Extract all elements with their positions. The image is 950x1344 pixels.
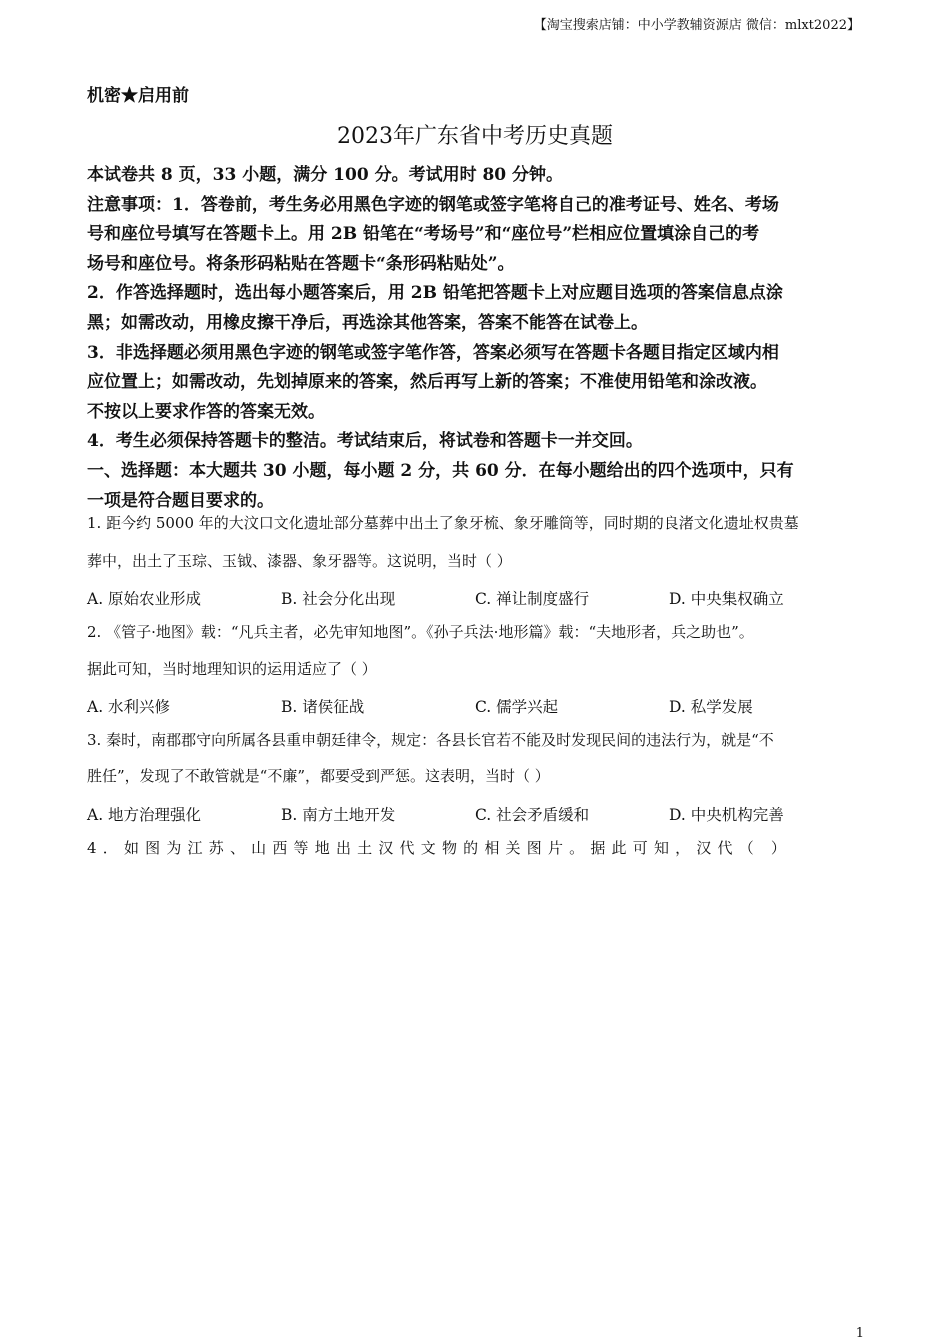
instruction-line: 2．作答选择题时，选出每小题答案后，用 2B 铅笔把答题卡上对应题目选项的答案信息点涂 [87, 283, 783, 304]
question-3-options [87, 803, 867, 823]
page-number: 1 [855, 1326, 864, 1341]
question-line: 据此可知，当时地理知识的运用适应了（ ） [87, 660, 377, 678]
question-line: 3. 秦时，南郡郡守向所属各县重申朝廷律令，规定：各县长官若不能及时发现民间的违法行为，就是“不 [87, 731, 774, 749]
confidential-label: 机密★启用前 [87, 86, 189, 106]
instruction-line: 号和座位号填写在答题卡上。用 2B 铅笔在“考场号”和“座位号”栏相应位置填涂自己的考 [87, 224, 760, 245]
question-line: 胜任”，发现了不敢管就是“不廉”，都要受到严惩。这表明，当时（ ） [87, 767, 550, 785]
option-d: D. 中央机构完善 [669, 806, 784, 824]
question-2-text-cont [87, 660, 867, 679]
page-title: 2023年广东省中考历史真题 [337, 124, 613, 149]
option-a: A. 原始农业形成 [87, 590, 202, 608]
question-2-text [87, 623, 867, 642]
question-3-text-cont [87, 767, 867, 786]
question-line: 1. 距今约 5000 年的大汶口文化遗址部分墓葬中出土了象牙梳、象牙雕筒等，同时期的良渚文化遗址权贵墓 [87, 514, 799, 532]
instruction-line: 应位置上；如需改动，先划掉原来的答案，然后再写上新的答案；不准使用铅笔和涂改液。 [87, 372, 767, 393]
option-d: D. 私学发展 [669, 698, 753, 716]
question-1-text-cont [87, 552, 867, 571]
option-a: A. 地方治理强化 [87, 806, 202, 824]
question-line: 2. 《管子·地图》载：“凡兵主者，必先审知地图”。《孙子兵法·地形篇》载：“夫地形者，兵之助也”。 [87, 623, 754, 641]
instruction-line: 黑；如需改动，用橡皮擦干净后，再选涂其他答案，答案不能答在试卷上。 [87, 312, 648, 333]
question-2-options [87, 695, 867, 715]
option-b: B. 诸侯征战 [281, 698, 365, 716]
option-c: C. 儒学兴起 [475, 698, 559, 716]
option-a: A. 水利兴修 [87, 698, 171, 716]
question-4-text: 4．如图为江苏、山西等地出土汉代文物的相关图片。据此可知，汉代（ ） [87, 839, 793, 857]
option-d: D. 中央集权确立 [669, 590, 784, 608]
section-heading-line: 一项是符合题目要求的。 [87, 490, 274, 511]
option-c: C. 社会矛盾缓和 [475, 806, 590, 824]
option-b: B. 社会分化出现 [281, 590, 396, 608]
option-c: C. 禅让制度盛行 [475, 590, 590, 608]
section-heading-line: 一、选择题：本大题共 30 小题，每小题 2 分，共 60 分．在每小题给出的四个选项中，只有 [87, 460, 794, 481]
option-b: B. 南方土地开发 [281, 806, 396, 824]
question-line: 葬中，出土了玉琮、玉钺、漆器、象牙器等。这说明，当时（ ） [87, 552, 512, 570]
instruction-line: 4．考生必须保持答题卡的整洁。考试结束后，将试卷和答题卡一并交回。 [87, 431, 643, 452]
exam-instructions [87, 161, 867, 516]
instruction-line: 注意事项：1．答卷前，考生务必用黑色字迹的钢笔或签字笔将自己的准考证号、姓名、考场 [87, 194, 779, 215]
instruction-line: 本试卷共 8 页，33 小题，满分 100 分。考试用时 80 分钟。 [87, 165, 564, 185]
instruction-line: 3．非选择题必须用黑色字迹的钢笔或签字笔作答，答案必须写在答题卡各题目指定区域内相 [87, 342, 779, 363]
instruction-line: 场号和座位号。将条形码粘贴在答题卡“条形码粘贴处”。 [87, 253, 515, 274]
instruction-line: 不按以上要求作答的答案无效。 [87, 401, 325, 422]
question-1-text [87, 514, 867, 533]
question-1-options [87, 587, 867, 607]
question-3-text [87, 731, 867, 750]
header-note: 【淘宝搜索店铺：中小学教辅资源店 微信：mlxt2022】 [533, 18, 860, 33]
